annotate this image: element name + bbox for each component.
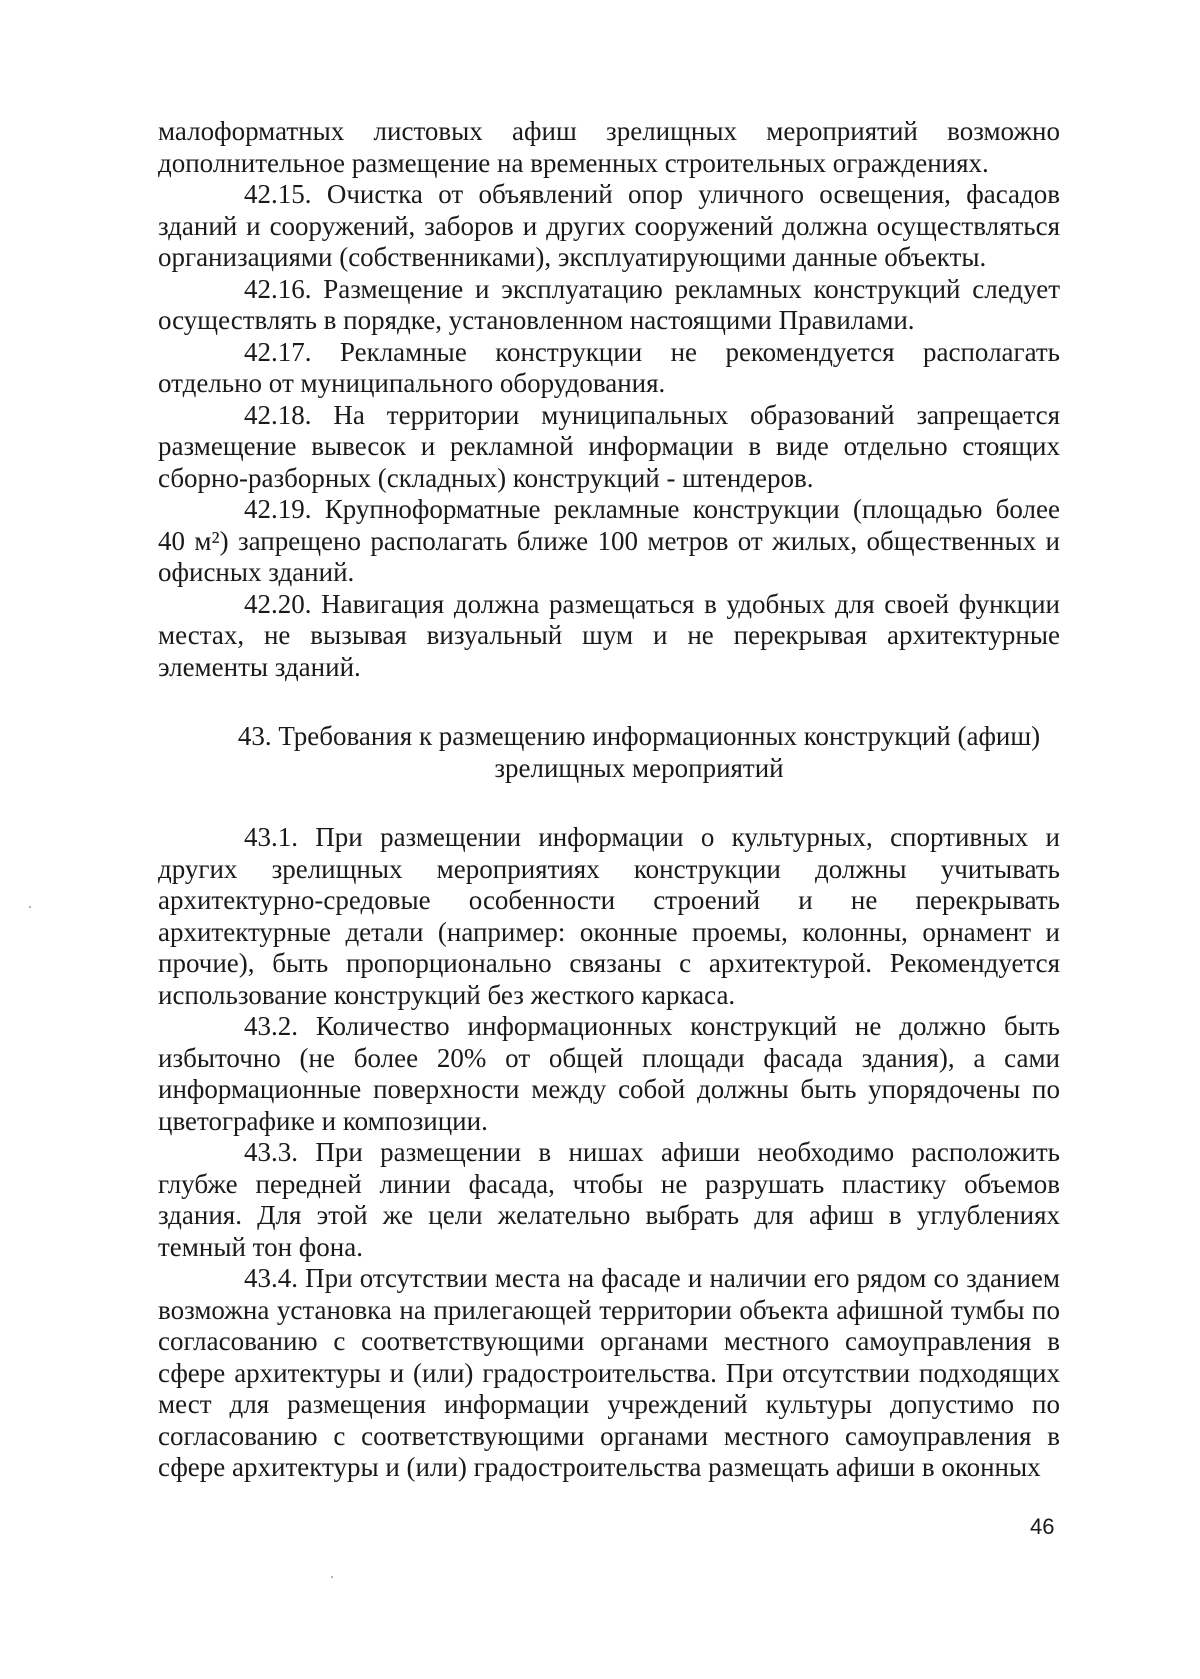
scan-speck: [29, 906, 31, 908]
paragraph-42-15: 42.15. Очистка от объявлений опор уличного освещения, фасадов зданий и сооружений, заборов и других сооружений должна осуществляться организациями (собственниками), эксплуатирующими данные объекты.: [158, 179, 1060, 272]
paragraph-43-3: 43.3. При размещении в нишах афиши необходимо расположить глубже передней линии фасада, чтобы не разрушать пластику объемов здания. Для этой же цели желательно выбрать для афиш в углублениях темный тон фона.: [158, 1137, 1060, 1262]
paragraph-43-1: 43.1. При размещении информации о культурных, спортивных и других зрелищных мероприятиях конструкции должны учитывать архитектурно-средовые особенности строений и не перекрывать архитектурные детали (например: оконные проемы, колонны, орнамент и прочие), быть пропорционально связаны с архитектурой. Рекомендуется использование конструкций без жесткого каркаса.: [158, 822, 1060, 1010]
paragraph-43-2: 43.2. Количество информационных конструкций не должно быть избыточно (не более 20% от общей площади фасада здания), а сами информационные поверхности между собой должны быть упорядочены по цветографике и композиции.: [158, 1011, 1060, 1136]
paragraph-42-20: 42.20. Навигация должна размещаться в удобных для своей функции местах, не вызывая визуальный шум и не перекрывая архитектурные элементы зданий.: [158, 588, 1060, 682]
document-page: [158, 116, 1060, 1484]
paragraph-42-19: 42.19. Крупноформатные рекламные конструкции (площадью более 40 м²) запрещено располагать ближе 100 метров от жилых, общественных и офисных зданий.: [158, 494, 1060, 587]
paragraph-43-4: 43.4. При отсутствии места на фасаде и наличии его рядом со зданием возможна установка на прилегающей территории объекта афишной тумбы по согласованию с соответствующими органами местного самоуправления в сфере архитектуры и (или) градостроительства. При отсутствии подходящих мест для размещения информации учреждений культуры допустимо по согласованию с соответствующими органами местного самоуправления в сфере архитектуры и (или) градостроительства размещать афиши в оконных: [158, 1263, 1060, 1482]
section-heading-line-1: 43. Требования к размещению информационных конструкций (афиш): [237, 721, 1041, 751]
paragraph-42-18: 42.18. На территории муниципальных образований запрещается размещение вывесок и рекламной информации в виде отдельно стоящих сборно-разборных (складных) конструкций - штендеров.: [158, 399, 1060, 493]
scan-speck: [331, 1576, 333, 1578]
section-heading-line-2: зрелищных мероприятий: [494, 753, 784, 783]
page-number: 46: [1030, 1514, 1055, 1539]
paragraph-continuation: малоформатных листовых афиш зрелищных мероприятий возможно дополнительное размещение на временных строительных ограждениях.: [158, 116, 1060, 178]
paragraph-42-16: 42.16. Размещение и эксплуатацию рекламных конструкций следует осуществлять в порядке, установленном настоящими Правилами.: [158, 273, 1060, 335]
paragraph-42-17: 42.17. Рекламные конструкции не рекомендуется располагать отдельно от муниципального оборудования.: [158, 336, 1060, 398]
section-heading-43: [158, 720, 1060, 784]
